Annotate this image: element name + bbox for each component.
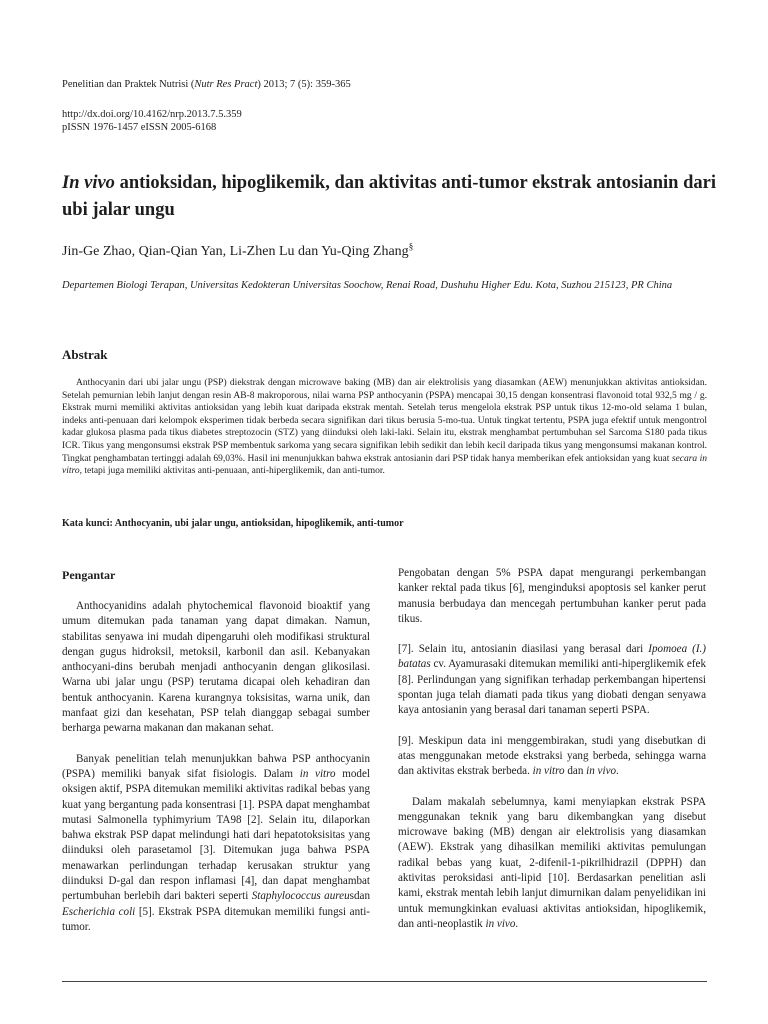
journal-abbrev: Nutr Res Pract (194, 79, 258, 90)
abstract-text: Anthocyanin dari ubi jalar ungu (PSP) diekstrak dengan microwave baking (MB) dan air elektrolisis yang diasamkan (AEW) menunjukkan aktivitas antioksidan. Setelah pemurnian lebih lanjut dengan resin AB-8 makroporous, nilai warna PSP anthocyanin (PSPA) mencapai 30,15 dengan konsentrasi flavonoid total 932,5 mg / g. Ekstrak murni memiliki aktivitas antioksidan yang lebih kuat daripada ekstrak mentah. Setelah terus mengelola ekstrak PSP untuk tikus 12-mo-old selama 1 bulan, indeks anti-penuaan dari kelompok eksperimen tidak berbeda secara signifikan dari tikus berusia 5-mo-tua. Untuk tingkat tertentu, PSPA juga efektif untuk mengontrol kadar glukosa plasma pada tikus diabetes streptozocin (STZ) yang diinduksi oleh laki-laki. Selain itu, ekstrak menghambat pertumbuhan sel Sarcoma S180 pada tikus ICR. Tikus yang mengonsumsi ekstrak PSP membentuk sarkoma yang secara signifikan lebih sedikit dan lebih kecil daripada tikus yang mengonsumsi makanan kontrol. Tingkat penghambatan tertinggi adalah 69,03%. Hasil ini menunjukkan bahwa ekstrak antosianin dari PSP tidak hanya memberikan efek antioksidan yang kuat secara in vitro, tetapi juga memiliki aktivitas anti-penuaan, anti-hiperglikemik, dan anti-tumor. (62, 378, 708, 477)
right-paragraph-2: [7]. Selain itu, antosianin diasilasi yang berasal dari Ipomoea (I.) batatas cv. Ayamurasaki ditemukan memiliki anti-hiperglikemik efek [8]. Perlindungan yang signifikan terhadap perkembangan hipertensi spontan juga telah diamati pada tikus yang diobati dengan senyawa kaya antosianin yang berasal dari tanaman seperti PSPA. (398, 643, 706, 717)
right-paragraph-1: Pengobatan dengan 5% PSPA dapat mengurangi perkembangan kanker rektal pada tikus [6], menginduksi apoptosis sel kanker perut manusia berbudaya dan mencegah pertumbuhan kanker perut pada tikus. (398, 567, 706, 625)
left-column (62, 568, 370, 950)
intro-paragraph-2: Banyak penelitian telah menunjukkan bahwa PSP anthocyanin (PSPA) memiliki banyak sifat fisiologis. Dalam in vitro model oksigen aktif, PSPA ditemukan memiliki aktivitas radikal bebas yang kuat yang bergantung pada konsentrasi [1]. PSPA dapat menghambat mutasi Salmonella typhimyrium TA98 [2]. Selain itu, dilaporkan bahwa ekstrak PSP dapat melindungi hati dari hepatotoksisitas yang diinduksi oleh parasetamol [3]. Ditemukan juga bahwa PSPA menawarkan perlindungan terhadap kerusakan struktur yang diinduksi D-gal dan respon inflamasi [4], dan dapat menghambat pertumbuhan berlebih dari bakteri seperti Staphylococcus aureusdan Escherichia coli [5]. Ekstrak PSPA ditemukan memiliki fungsi anti-tumor. (62, 752, 370, 933)
right-paragraph-3: [9]. Meskipun data ini menggembirakan, studi yang disebutkan di atas menggunakan metode ekstraksi yang berbeda, sehingga warna dan aktivitas ekstrak berbeda. in vitro dan in vivo. (398, 734, 706, 778)
section-heading-intro: Pengantar (62, 568, 116, 582)
journal-citation (62, 79, 351, 90)
title-text: antioksidan, hipoglikemik, dan aktivitas anti-tumor ekstrak antosianin dari ubi jalar ungu (62, 173, 716, 220)
title-italic-lead: In vivo (62, 173, 115, 193)
footer-rule (62, 981, 707, 982)
doi-link[interactable]: http://dx.doi.org/10.4162/nrp.2013.7.5.359 (62, 109, 242, 120)
keywords: Kata kunci: Anthocyanin, ubi jalar ungu, antioksidan, hipoglikemik, anti-tumor (62, 518, 404, 529)
intro-paragraph-1: Anthocyanidins adalah phytochemical flavonoid bioaktif yang umum ditemukan pada tanaman yang dapat dimakan. Namun, stabilitas senyawa ini mudah dipengaruhi oleh modifikasi struktural dengan gugus hidroksil, metoksil, karbonil dan asil. Kebanyakan anthocyani-dins berubah menjadi anthocyanin dengan glikosilasi. Warna ubi jalar ungu (PSP) terutama dicapai oleh kehadiran dan bentuk anthocyanin. Karena kurangnya toksisitas, warna unik, dan manfaat gizi dan kesehatan, PSP telah dianggap sebagai sumber berharga pewarna makanan dan makanan sehat. (62, 600, 370, 735)
right-column (398, 566, 706, 947)
author-names: Jin-Ge Zhao, Qian-Qian Yan, Li-Zhen Lu dan Yu-Qing Zhang (62, 244, 409, 259)
journal-name: Penelitian dan Praktek Nutrisi ( (62, 79, 195, 90)
issn-line: pISSN 1976-1457 eISSN 2005-6168 (62, 122, 217, 133)
abstract-heading: Abstrak (62, 347, 108, 362)
corresponding-mark: § (408, 241, 414, 252)
paper-title (62, 170, 722, 224)
journal-volume: ) 2013; 7 (5): 359-365 (257, 79, 351, 90)
affiliation: Departemen Biologi Terapan, Universitas Kedokteran Universitas Soochow, Renai Road, Dushuhu Higher Edu. Kota, Suzhou 215123, PR China (62, 280, 673, 291)
right-paragraph-4: Dalam makalah sebelumnya, kami menyiapkan ekstrak PSPA menggunakan teknik yang baru dikembangkan yang disebut microwave baking (MB) dengan air elektrolisis yang diasamkan (AEW). Ekstrak yang dihasilkan memiliki aktivitas pemulungan radikal bebas yang kuat, 2-difenil-1-pikrilhidrazil (DPPH) dan aktivitas peroksidasi anti-lipid [10]. Berdasarkan penelitian asli kami, ekstrak mentah lebih lanjut dimurnikan dalam penyelidikan ini untuk memungkinkan evaluasi aktivitas antioksidan, hipoglikemik, dan anti-neoplastik in vivo. (398, 795, 706, 930)
author-list (62, 241, 414, 260)
